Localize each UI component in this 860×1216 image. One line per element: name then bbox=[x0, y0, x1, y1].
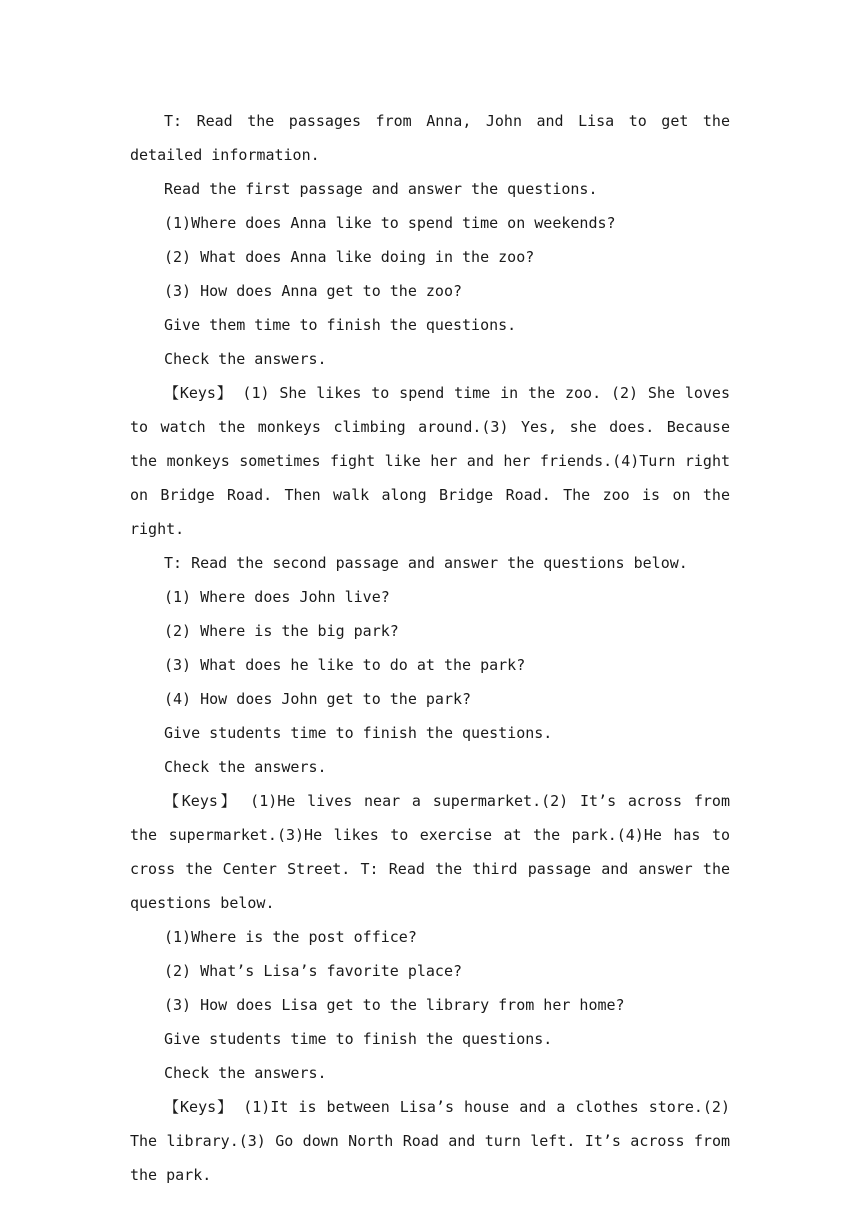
question-anna-3: (3) How does Anna get to the zoo? bbox=[164, 282, 463, 300]
paragraph-first-passage-task: Read the first passage and answer the questions. bbox=[164, 180, 598, 198]
document-page bbox=[130, 104, 730, 1192]
paragraph-check-answers-3: Check the answers. bbox=[164, 1064, 327, 1082]
paragraph-check-answers-2: Check the answers. bbox=[164, 758, 327, 776]
paragraph-give-time-1: Give them time to finish the questions. bbox=[164, 316, 517, 334]
question-john-3: (3) What does he like to do at the park? bbox=[164, 656, 526, 674]
question-john-1: (1) Where does John live? bbox=[164, 588, 390, 606]
keys-john: 【Keys】 (1)He lives near a supermarket.(2) It’s across from the supermarket.(3)He likes to exercise at the park.(4)He has to cross the Center Street. T: Read the third passage and answer the questions below. bbox=[130, 792, 730, 912]
paragraph-give-time-3: Give students time to finish the questions. bbox=[164, 1030, 553, 1048]
question-lisa-1: (1)Where is the post office? bbox=[164, 928, 417, 946]
question-lisa-3: (3) How does Lisa get to the library from her home? bbox=[164, 996, 625, 1014]
paragraph-check-answers-1: Check the answers. bbox=[164, 350, 327, 368]
paragraph-second-passage-task: T: Read the second passage and answer the questions below. bbox=[164, 554, 688, 572]
keys-lisa: 【Keys】 (1)It is between Lisa’s house and a clothes store.(2) The library.(3) Go down North Road and turn left. It’s across from the park. bbox=[130, 1098, 730, 1184]
question-john-2: (2) Where is the big park? bbox=[164, 622, 399, 640]
paragraph-give-time-2: Give students time to finish the questions. bbox=[164, 724, 553, 742]
question-anna-2: (2) What does Anna like doing in the zoo? bbox=[164, 248, 535, 266]
question-anna-1: (1)Where does Anna like to spend time on weekends? bbox=[164, 214, 616, 232]
paragraph-instruction-intro: T: Read the passages from Anna, John and Lisa to get the detailed information. bbox=[130, 112, 730, 164]
question-lisa-2: (2) What’s Lisa’s favorite place? bbox=[164, 962, 463, 980]
keys-anna: 【Keys】 (1) She likes to spend time in the zoo. (2) She loves to watch the monkeys climbing around.(3) Yes, she does. Because the monkeys sometimes fight like her and her friends.(4)Turn right on Bridge Road. Then walk along Bridge Road. The zoo is on the right. bbox=[130, 384, 730, 538]
question-john-4: (4) How does John get to the park? bbox=[164, 690, 472, 708]
